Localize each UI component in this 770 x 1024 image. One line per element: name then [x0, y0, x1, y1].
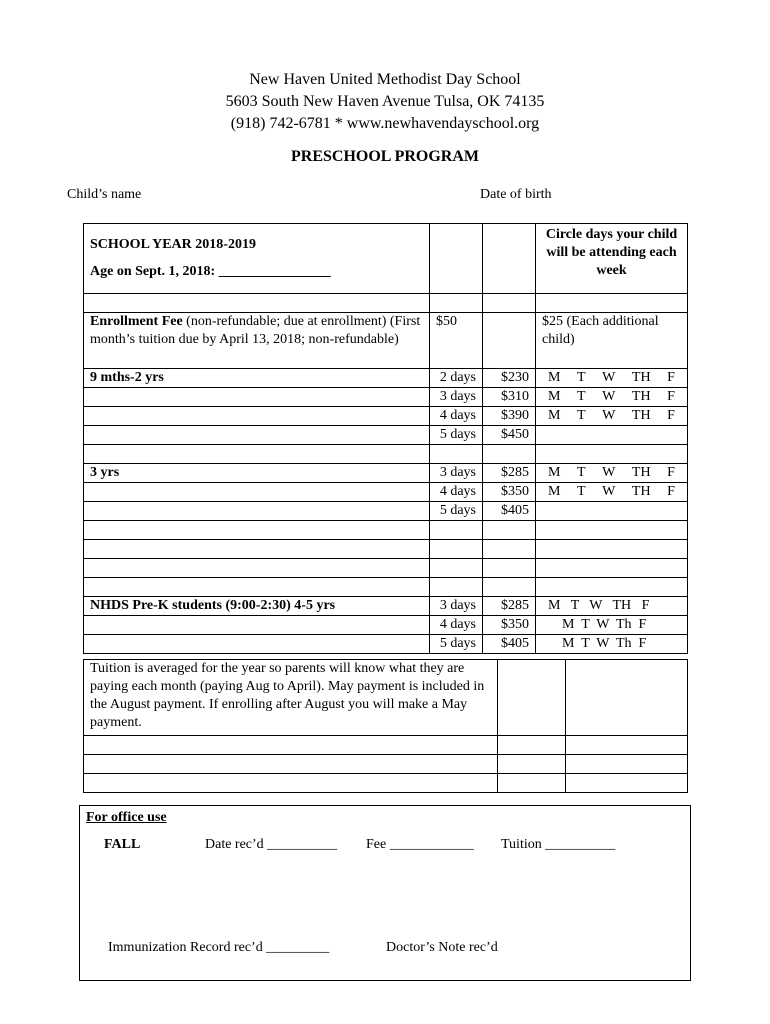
page-title: PRESCHOOL PROGRAM: [290, 148, 479, 165]
table-row: [84, 597, 688, 616]
table-row: [84, 369, 688, 388]
office-use-box: [79, 805, 691, 981]
office-use-title: For office use: [86, 810, 167, 825]
table-row: [84, 464, 688, 483]
weekday-picker[interactable]: M T W TH F: [536, 483, 688, 502]
weekday-picker[interactable]: M T W TH F: [536, 407, 688, 426]
table-row: [84, 635, 688, 654]
tuition-field[interactable]: Tuition __________: [501, 837, 616, 852]
price: $310: [483, 388, 536, 407]
fee-field[interactable]: Fee ____________: [366, 837, 474, 852]
weekday-picker[interactable]: M T W Th F: [536, 616, 688, 635]
school-name: New Haven United Methodist Day School: [249, 71, 521, 88]
school-year-cell: [84, 224, 430, 294]
tuition-table: [83, 659, 688, 793]
table-row: [84, 407, 688, 426]
price: $450: [483, 426, 536, 445]
enrollment-fee-cell: [84, 313, 430, 369]
days-option: 2 days: [430, 369, 483, 388]
date-of-birth-label: Date of birth: [480, 187, 552, 202]
school-address: 5603 South New Haven Avenue Tulsa, OK 74135: [225, 93, 545, 110]
immunization-field[interactable]: Immunization Record rec’d _________: [108, 940, 330, 955]
weekday-picker[interactable]: M T W TH F: [536, 597, 688, 616]
tuition-note: Tuition is averaged for the year so parents will know what they are paying each month (paying Aug to April). May payment is included in the August payment. If enrolling after August you will make a May payment.: [84, 660, 498, 736]
fee-table: [83, 223, 688, 654]
days-option: 5 days: [430, 502, 483, 521]
days-option: 3 days: [430, 388, 483, 407]
group-label-infant: 9 mths-2 yrs: [84, 369, 430, 388]
school-contact: (918) 742-6781 * www.newhavendayschool.org: [230, 115, 540, 132]
table-row: [84, 388, 688, 407]
table-row: [84, 426, 688, 445]
days-option: 4 days: [430, 407, 483, 426]
days-option: 5 days: [430, 426, 483, 445]
date-recd-field[interactable]: Date rec’d __________: [205, 837, 338, 852]
enrollment-fee-amount: $50: [430, 313, 483, 369]
price: $350: [483, 483, 536, 502]
doctors-note-field[interactable]: Doctor’s Note rec’d: [386, 940, 498, 955]
group-label-3yrs: 3 yrs: [84, 464, 430, 483]
childs-name-label: Child’s name: [67, 187, 142, 202]
price: $230: [483, 369, 536, 388]
days-option: 4 days: [430, 483, 483, 502]
weekday-picker[interactable]: M T W TH F: [536, 369, 688, 388]
price: $405: [483, 502, 536, 521]
price: $285: [483, 464, 536, 483]
weekday-picker[interactable]: M T W Th F: [536, 635, 688, 654]
group-label-prek: NHDS Pre-K students (9:00-2:30) 4-5 yrs: [84, 597, 430, 616]
price: $285: [483, 597, 536, 616]
days-option: 3 days: [430, 464, 483, 483]
table-row: [84, 483, 688, 502]
weekday-picker[interactable]: M T W TH F: [536, 388, 688, 407]
circle-days-header: Circle days your child will be attending each week: [536, 224, 688, 294]
price: $350: [483, 616, 536, 635]
school-year: SCHOOL YEAR 2018-2019: [90, 237, 256, 252]
age-on-sept[interactable]: Age on Sept. 1, 2018: ________________: [90, 264, 331, 279]
additional-child-fee: $25 (Each additional child): [536, 313, 688, 369]
table-row: [84, 502, 688, 521]
price: $405: [483, 635, 536, 654]
days-option: 3 days: [430, 597, 483, 616]
fall-label: FALL: [104, 837, 141, 852]
weekday-picker[interactable]: M T W TH F: [536, 464, 688, 483]
table-row: [84, 616, 688, 635]
days-option: 5 days: [430, 635, 483, 654]
enrollment-fee-label: Enrollment Fee: [90, 314, 183, 329]
price: $390: [483, 407, 536, 426]
days-option: 4 days: [430, 616, 483, 635]
enrollment-fee-note: (non-refundable; due at enrollment) (First month’s tuition due by April 13, 2018; non-refundable): [90, 314, 421, 347]
